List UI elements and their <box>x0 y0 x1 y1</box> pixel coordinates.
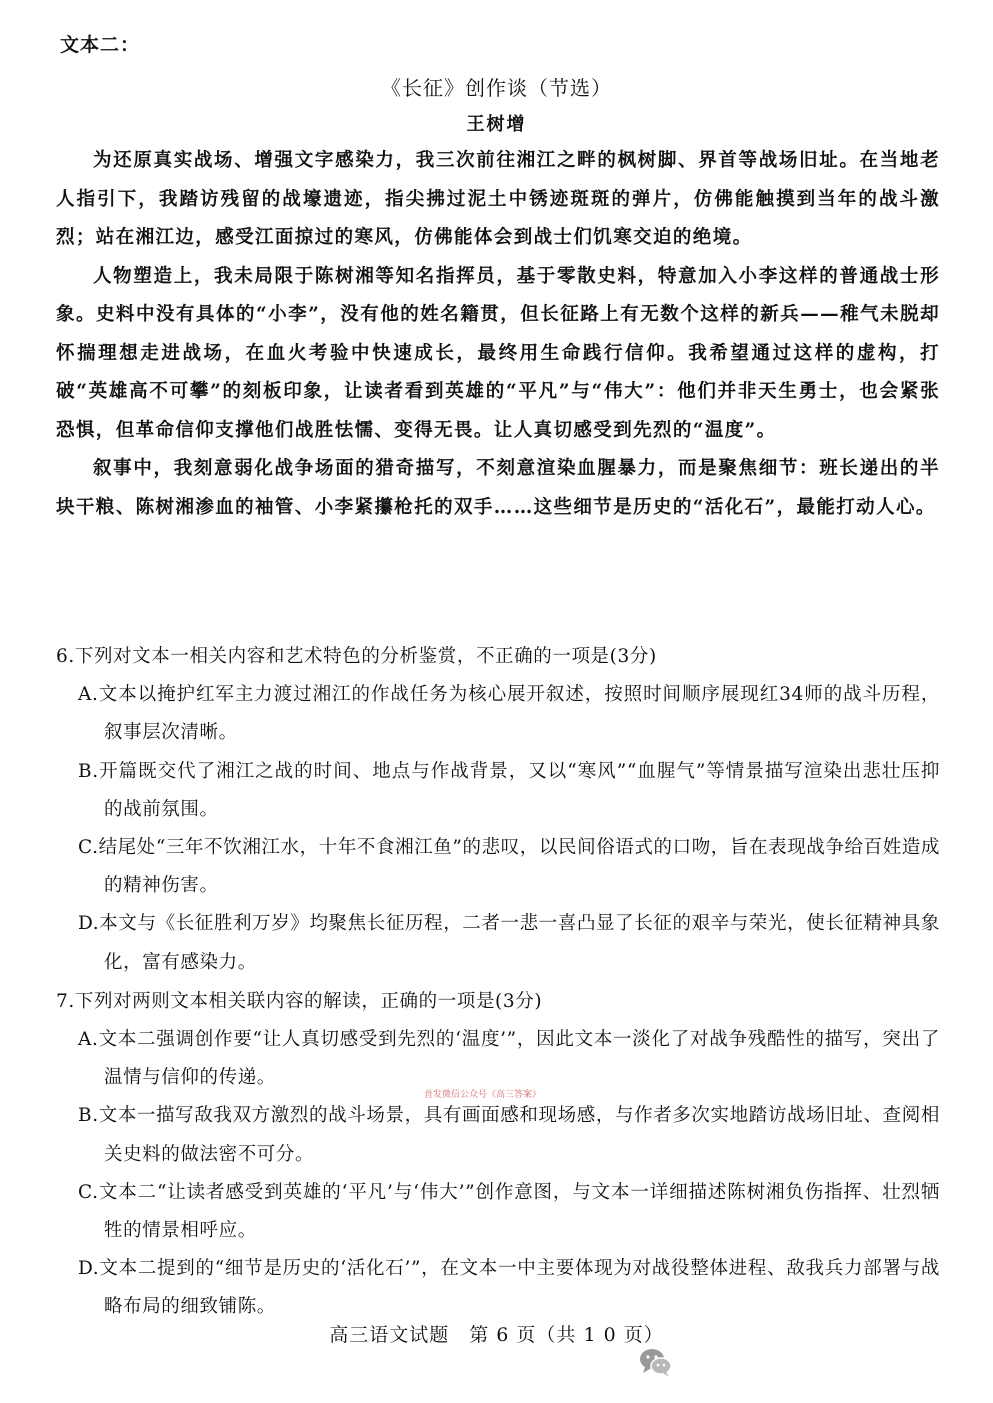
question-6 <box>56 638 940 982</box>
questions-section <box>56 638 940 1327</box>
option-c: C.文本二“让读者感受到英雄的‘平凡’与‘伟大’”创作意图，与文本一详细描述陈树湘负伤指挥、壮烈牺牲的情景相呼应。 <box>78 1181 940 1242</box>
option-b: B.文本一描写敌我双方激烈的战斗场景，具有画面感和现场感，与作者多次实地踏访战场旧址、查阅相关史料的做法密不可分。 <box>78 1105 940 1165</box>
article-title: 《长征》创作谈（节选） <box>381 76 612 100</box>
essay-paragraph: 人物塑造上，我未局限于陈树湘等知名指挥员，基于零散史料，特意加入小李这样的普通战士形象。史料中没有具体的“小李”，没有他的姓名籍贯，但长征路上有无数个这样的新兵——稚气未脱却怀揣理想走进战场，在血火考验中快速成长，最终用生命践行信仰。我希望通过这样的虚构，打破“英雄高不可攀”的刻板印象，让读者看到英雄的“平凡”与“伟大”：他们并非天生勇士，也会紧张恐惧，但革命信仰支撑他们战胜怯懦、变得无畏。让人真切感受到先烈的“温度”。 <box>56 265 940 441</box>
watermark: 首发微信公众号《高三答案》 <box>424 1090 542 1100</box>
option-c: C.结尾处“三年不饮湘江水，十年不食湘江鱼”的悲叹，以民间俗语式的口吻，旨在表现战争给百姓造成的精神伤害。 <box>78 837 940 897</box>
essay-body <box>56 142 940 527</box>
question-stem: 7.下列对两则文本相关联内容的解读，正确的一项是(3分) <box>56 990 543 1012</box>
article-author: 王树增 <box>466 114 527 135</box>
question-7 <box>56 983 940 1327</box>
section-label: 文本二： <box>60 34 141 56</box>
option-d: D.本文与《长征胜利万岁》均聚焦长征历程，二者一悲一喜凸显了长征的艰辛与荣光，使长征精神具象化，富有感染力。 <box>78 913 940 973</box>
option-a: A.文本以掩护红军主力渡过湘江的作战任务为核心展开叙述，按照时间顺序展现红34师的战斗历程，叙事层次清晰。 <box>78 684 940 744</box>
page-footer: 高三语文试题 第 6 页（共 1 0 页） <box>329 1324 664 1346</box>
essay-paragraph: 为还原真实战场、增强文字感染力，我三次前往湘江之畔的枫树脚、界首等战场旧址。在当地老人指引下，我踏访残留的战壕遗迹，指尖拂过泥土中锈迹斑斑的弹片，仿佛能触摸到当年的战斗激烈；站在湘江边，感受江面掠过的寒风，仿佛能体会到战士们饥寒交迫的绝境。 <box>56 150 940 248</box>
option-a: A.文本二强调创作要“让人真切感受到先烈的‘温度’”，因此文本一淡化了对战争残酷性的描写，突出了温情与信仰的传递。 <box>78 1029 940 1089</box>
option-b: B.开篇既交代了湘江之战的时间、地点与作战背景，又以“寒风”“血腥气”等情景描写渲染出悲壮压抑的战前氛围。 <box>78 760 940 820</box>
essay-paragraph: 叙事中，我刻意弱化战争场面的猎奇描写，不刻意渲染血腥暴力，而是聚焦细节：班长递出的半块干粮、陈树湘渗血的袖管、小李紧攥枪托的双手……这些细节是历史的“活化石”，最能打动人心。 <box>56 458 940 518</box>
wechat-icon <box>636 1342 676 1382</box>
option-d: D.文本二提到的“细节是历史的‘活化石’”，在文本一中主要体现为对战役整体进程、敌我兵力部署与战略布局的细致铺陈。 <box>78 1258 940 1318</box>
question-stem: 6.下列对文本一相关内容和艺术特色的分析鉴赏，不正确的一项是(3分) <box>56 646 657 667</box>
